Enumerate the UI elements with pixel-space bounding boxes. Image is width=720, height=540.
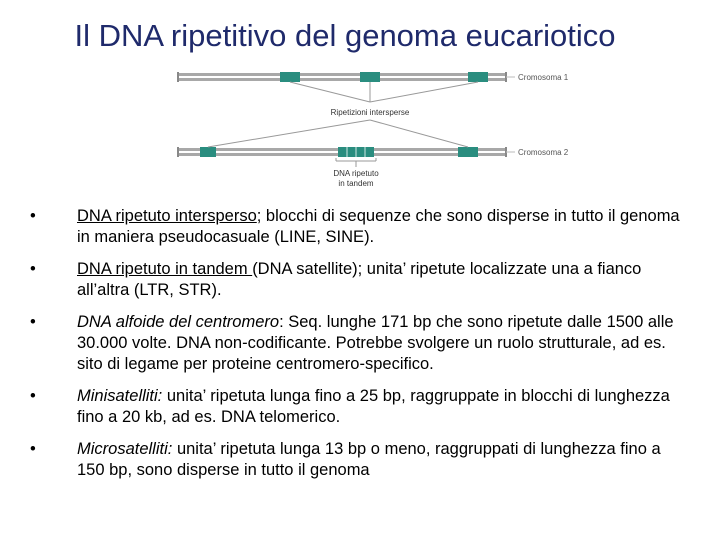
bullet-term: DNA ripetuto in tandem [77,260,253,278]
bullet-marker: • [30,440,36,458]
bullet-term: Microsatelliti: [77,440,173,458]
bullet-text: : Seq. lunghe 171 bp che sono ripetute dalle 1500 alle 30.000 volte. DNA non-codificante. Potrebbe svolgere un ruolo strutturale, ad es. sito di legame per proteine centromero-specifico. [77,313,674,373]
bullet-text: (DNA satellite); unita’ ripetute localizzate una a fianco all’altra (LTR, STR). [77,260,642,299]
tandem-repeat-block [338,147,374,157]
bullet-marker: • [30,207,36,225]
interspersed-repeat-block [280,72,300,82]
bullet-marker: • [30,313,36,331]
tandem-label-line2: in tandem [338,179,374,188]
bullet-term: DNA ripetuto intersperso [77,207,257,225]
bullet-list [30,206,690,492]
list-item [30,206,690,248]
chromosome-1-label: Cromosoma 1 [518,73,569,82]
interspersed-repeat-block [360,72,380,82]
bullet-marker: • [30,260,36,278]
interspersed-repeat-block [468,72,488,82]
interspersed-repeat-block [200,147,216,157]
chromosome-1 [178,72,515,82]
bullet-term: DNA alfoide del centromero [77,313,280,331]
bullet-text: unita’ ripetuta lunga 13 bp o meno, raggruppati di lunghezza fino a 150 bp, sono disperse in tutto il genoma [77,440,661,479]
bullet-term: Minisatelliti: [77,387,163,405]
tandem-bracket [336,158,376,167]
bullet-marker: • [30,387,36,405]
chromosome-2-label: Cromosoma 2 [518,148,569,157]
bullet-text: unita’ ripetuta lunga fino a 25 bp, raggruppate in blocchi di lunghezza fino a 20 kb, ad es. DNA telomerico. [77,387,670,426]
interspersed-repeats-label: Ripetizioni intersperse [330,108,410,117]
interspersed-repeat-block [458,147,478,157]
chromosome-diagram [170,62,570,197]
list-item [30,439,690,481]
chromosome-2 [178,147,515,157]
chromosome-diagram-svg [170,62,570,197]
list-item [30,259,690,301]
list-item [30,386,690,428]
page-title: Il DNA ripetitivo del genoma eucariotico [74,18,616,53]
bullet-text: ; blocchi di sequenze che sono disperse in tutto il genoma in maniera pseudocasuale (LINE, SINE). [77,207,680,246]
tandem-label-line1: DNA ripetuto [333,169,379,178]
list-item [30,312,690,375]
